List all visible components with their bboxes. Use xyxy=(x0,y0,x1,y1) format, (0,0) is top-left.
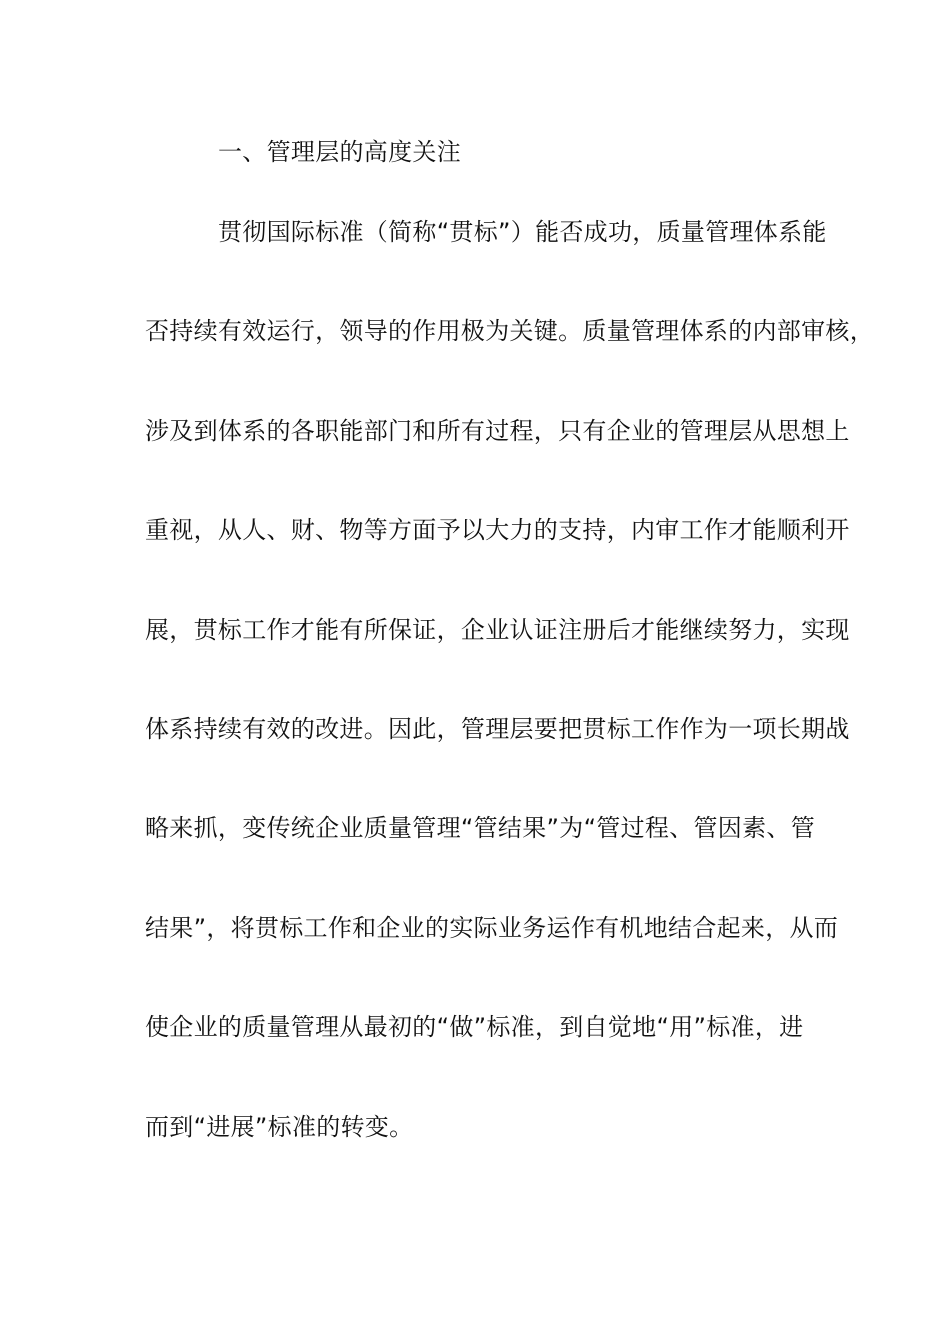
paragraph-line: 而到“进展”标准的转变。 xyxy=(145,1113,414,1141)
paragraph-line: 结果”，将贯标工作和企业的实际业务运作有机地结合起来，从而 xyxy=(145,914,839,942)
paragraph-line: 展，贯标工作才能有所保证，企业认证注册后才能继续努力，实现 xyxy=(145,616,850,644)
paragraph-line: 贯彻国际标准（简称“贯标”）能否成功，质量管理体系能 xyxy=(218,218,827,246)
paragraph-line: 否持续有效运行，领导的作用极为关键。质量管理体系的内部审核， xyxy=(145,317,874,345)
paragraph-line: 重视，从人、财、物等方面予以大力的支持，内审工作才能顺利开 xyxy=(145,516,850,544)
paragraph-line: 使企业的质量管理从最初的“做”标准，到自觉地“用”标准，进 xyxy=(145,1013,804,1041)
paragraph-line: 体系持续有效的改进。因此，管理层要把贯标工作作为一项长期战 xyxy=(145,715,850,743)
paragraph-line: 涉及到体系的各职能部门和所有过程，只有企业的管理层从思想上 xyxy=(145,417,850,445)
paragraph-line: 略来抓，变传统企业质量管理“管结果”为“管过程、管因素、管 xyxy=(145,814,815,842)
section-heading: 一、管理层的高度关注 xyxy=(218,138,461,166)
